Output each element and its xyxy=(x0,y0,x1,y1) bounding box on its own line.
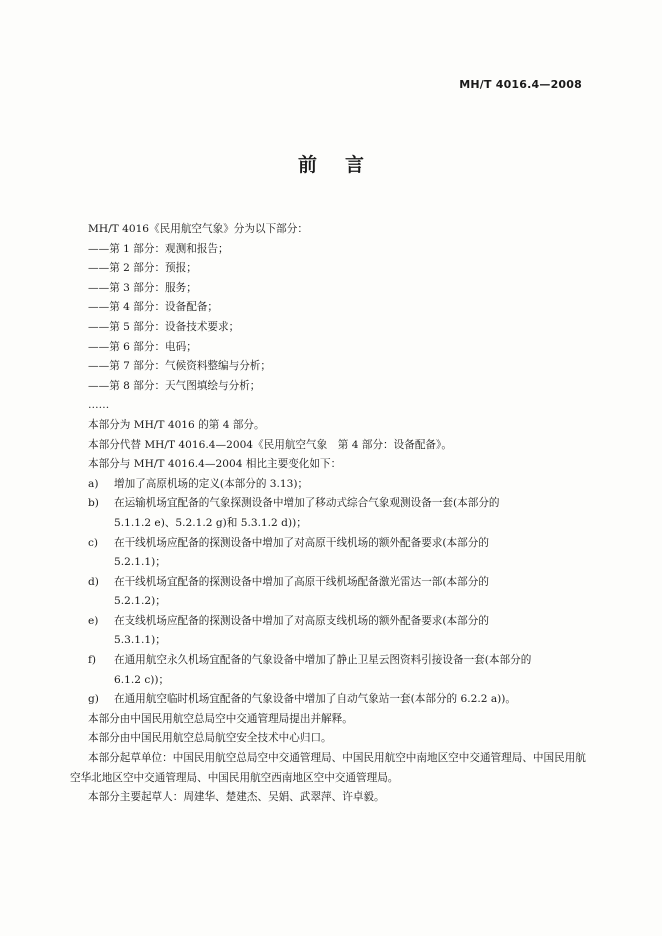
change-item xyxy=(70,573,590,593)
change-item xyxy=(70,612,590,632)
change-item-continuation: 5.2.1.1)； xyxy=(114,556,166,569)
change-item-text: 增加了高原机场的定义(本部分的 3.13)； xyxy=(114,477,309,490)
change-item-text: 在通用航空永久机场宜配备的气象设备中增加了静止卫星云图资料引接设备一套(本部分的 xyxy=(114,654,532,667)
managed-statement: 本部分由中国民用航空总局航空安全技术中心归口。 xyxy=(88,732,332,745)
change-item xyxy=(70,690,590,710)
drafting-units: 本部分起草单位：中国民用航空总局空中交通管理局、中国民用航空中南地区空中交通管理局、中国民用航空华北地区空中交通管理局、中国民用航空西南地区空中交通管理局。 xyxy=(70,752,586,784)
change-item-text: 在支线机场应配备的探测设备中增加了对高原支线机场的额外配备要求(本部分的 xyxy=(114,614,489,627)
standard-code: MH/T 4016.4—2008 xyxy=(459,78,582,91)
change-item-text: 在干线机场宜配备的探测设备中增加了高原干线机场配备激光雷达一部(本部分的 xyxy=(114,575,489,588)
change-item-mark: c) xyxy=(88,536,99,549)
part-item: ——第 5 部分：设备技术要求； xyxy=(88,320,240,333)
this-part-statement: 本部分为 MH/T 4016 的第 4 部分。 xyxy=(88,418,265,431)
change-item-continuation: 5.2.1.2)； xyxy=(114,595,166,608)
change-item-continuation: 6.1.2 c))； xyxy=(114,673,170,686)
ellipsis: …… xyxy=(88,399,110,412)
change-item xyxy=(70,651,590,671)
changes-intro: 本部分与 MH/T 4016.4—2004 相比主要变化如下： xyxy=(88,458,342,471)
part-item: ——第 4 部分：设备配备； xyxy=(88,301,219,314)
change-item-text: 在干线机场应配备的探测设备中增加了对高原干线机场的额外配备要求(本部分的 xyxy=(114,536,489,549)
change-item-mark: g) xyxy=(88,693,99,706)
change-item-mark: f) xyxy=(88,654,97,667)
part-item: ——第 8 部分：天气图填绘与分析； xyxy=(88,379,261,392)
change-item-text: 在运输机场宜配备的气象探测设备中增加了移动式综合气象观测设备一套(本部分的 xyxy=(114,497,500,510)
change-item-mark: a) xyxy=(88,477,99,490)
change-item-mark: b) xyxy=(88,497,99,510)
change-item-continuation: 5.1.1.2 e)、5.2.1.2 g)和 5.3.1.2 d))； xyxy=(114,516,307,529)
intro-line: MH/T 4016《民用航空气象》分为以下部分： xyxy=(88,223,308,235)
part-item: ——第 3 部分：服务； xyxy=(88,281,197,294)
part-item: ——第 7 部分：气候资料整编与分析； xyxy=(88,360,271,373)
part-item: ——第 2 部分：预报； xyxy=(88,262,197,275)
change-item-text: 在通用航空临时机场宜配备的气象设备中增加了自动气象站一套(本部分的 6.2.2 a))。 xyxy=(114,693,516,706)
part-item: ——第 6 部分：电码； xyxy=(88,340,197,353)
proposed-statement: 本部分由中国民用航空总局空中交通管理局提出并解释。 xyxy=(88,712,353,725)
drafters: 本部分主要起草人：周建华、楚建杰、吴娟、武翠萍、许卓毅。 xyxy=(88,791,385,804)
change-item-mark: d) xyxy=(88,575,99,588)
replaces-statement: 本部分代替 MH/T 4016.4—2004《民用航空气象 第 4 部分：设备配备》。 xyxy=(88,438,452,451)
change-item-continuation: 5.3.1.1)； xyxy=(114,634,166,647)
part-item: ——第 1 部分：观测和报告； xyxy=(88,242,229,255)
change-item xyxy=(70,475,590,495)
foreword-body xyxy=(70,220,590,808)
change-item-mark: e) xyxy=(88,614,99,627)
change-item xyxy=(70,494,590,514)
change-item xyxy=(70,534,590,554)
page-title: 前言 xyxy=(297,154,392,176)
